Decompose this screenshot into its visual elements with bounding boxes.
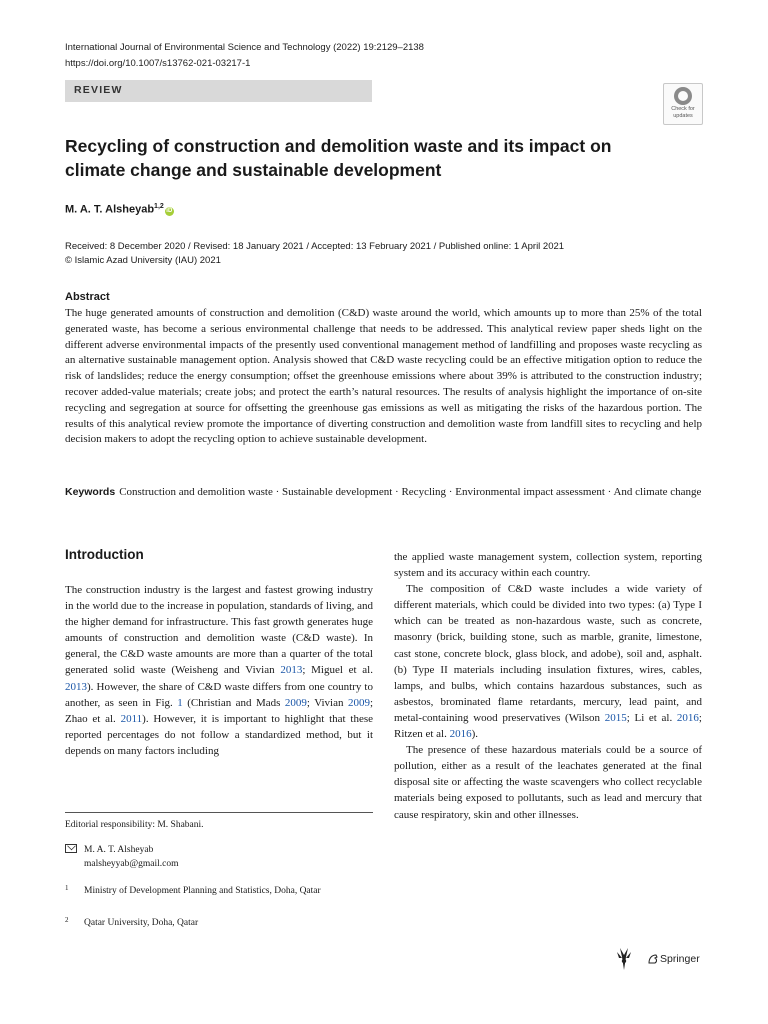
corresponding-author [65, 843, 179, 871]
citation-link[interactable]: 2011 [120, 712, 143, 725]
article-type-bar [65, 80, 372, 102]
keywords [65, 485, 702, 501]
check-for-updates-badge[interactable] [663, 83, 703, 125]
introduction-paragraph-1-continued: the applied waste management system, collection system, reporting system and its accuracy within each country. [394, 551, 702, 580]
contact-name: M. A. T. Alsheyab [84, 845, 154, 855]
affiliation-2 [65, 916, 374, 930]
right-column [394, 549, 702, 823]
introduction-paragraph-1: The construction industry is the largest and fastest growing industry in the world due to the increase in population, standards of living, and the higher demand for infrastructure. This fast growth generates huge amounts of construction and demolition waste (C&D waste). In general, the C&D waste amounts are more than a quarter of the total generated solid waste (Weisheng and Vivian 2013; Miguel et al. 2013). However, the share of C&D waste differs from one country to another, as seen in Fig. 1 (Christian and Mads 2009; Vivian 2009; Zhao et al. 2011). However, it is important to highlight that these reported percentages do not follow a standardized method, but it depends on many factors including [65, 584, 373, 757]
affiliation-text: Qatar University, Doha, Qatar [84, 918, 199, 928]
footnote-divider [65, 812, 373, 813]
publication-dates [65, 240, 564, 268]
affiliation-text: Ministry of Development Planning and Statistics, Doha, Qatar [84, 886, 321, 896]
envelope-icon [65, 844, 77, 853]
abstract-heading: Abstract [65, 291, 110, 303]
article-type-label: REVIEW [74, 84, 123, 96]
springer-horse-icon [649, 955, 657, 963]
introduction-paragraph-2: The composition of C&D waste includes a wide variety of different materials, which could be divided into two types: (a) Type I which can be treated as non-hazardous waste, such as concrete, masonry (brick, building stone, such as marble, granite, limestone, cast stone, concrete block, glass block, and adobe), soil and, asphalt. (b) Type II materials including insulation fixtures, wires, cables, lamps, and bulbs, which contains hazardous substances, such as asbestos, brominated flame retardants, mercury, lead paint, and metal-containing wood preservatives (Wilson 2015; Li et al. 2016; Ritzen et al. 2016). [394, 583, 702, 741]
affiliation-1 [65, 884, 374, 898]
introduction-heading: Introduction [65, 547, 144, 562]
author-name[interactable]: M. A. T. Alsheyab [65, 203, 155, 216]
copyright-line: © Islamic Azad University (IAU) 2021 [65, 255, 221, 266]
citation-link[interactable]: 2015 [604, 711, 627, 724]
citation-link[interactable]: 2016 [449, 728, 472, 741]
editorial-responsibility: Editorial responsibility: M. Shabani. [65, 820, 204, 830]
author-affiliation-marks: 1,2 [154, 203, 164, 210]
article-title: Recycling of construction and demolition waste and its impact on climate change and sustainable development [65, 136, 612, 180]
journal-header [65, 40, 424, 72]
keywords-list: Construction and demolition waste · Sustainable development · Recycling · Environmental impact assessment · And climate change [119, 486, 702, 498]
orcid-icon[interactable]: iD [166, 207, 173, 214]
affiliation-number: 2 [65, 916, 69, 924]
affiliation-number: 1 [65, 884, 69, 892]
citation-link[interactable]: 2013 [280, 664, 303, 677]
springer-logo [614, 946, 704, 972]
introduction-paragraph-3: The presence of these hazardous materials could be a source of pollution, either as a result of the leachates generated at the final disposal site or affecting the waste scavengers who collect recyclable materials being exposed to pollutants, such as lead and mercury that cause respiratory, skin and other illnesses. [394, 744, 702, 821]
citation-link[interactable]: 2016 [676, 711, 699, 724]
citation-link[interactable]: 2009 [347, 696, 370, 709]
author-line [65, 203, 174, 216]
figure-link[interactable]: 1 [177, 696, 183, 709]
keywords-label: Keywords [65, 486, 116, 498]
publisher-name: Springer [660, 953, 700, 965]
journal-citation: International Journal of Environmental Science and Technology (2022) 19:2129–2138 [65, 42, 424, 53]
abstract-body: The huge generated amounts of construction and demolition (C&D) waste around the world, which amounts up to more than 25% of the total generated waste, has become a serious environmental challenge that needs to be addressed. This analytical review paper sheds light on the different adverse environmental impacts of the presently used conventional management method of landfilling and proposes waste recycling as an alternative sustainable management option. Analysis showed that C&D waste recycling could be an effective mitigation option to reduce the risk of landslides; reduce the energy consumption; offset the greenhouse emissions where about 39% is attributed to the construction industry; recover added-value materials; create jobs; and protect the earth’s natural resources. The results of analysis highlight the importance of on-site recycling and segregation at source for offsetting the greenhouse gas emissions as well as mitigating the risks of the hazardous portion. The results of this analytical review promote the importance of diverting construction and demolition waste from landfill sites to recycling and help decision makers to adopt the recycling option to achieve sustainable development. [65, 307, 702, 446]
citation-link[interactable]: 2013 [65, 680, 87, 693]
history-dates: Received: 8 December 2020 / Revised: 18 January 2021 / Accepted: 13 February 2021 / Published online: 1 April 2021 [65, 241, 565, 252]
check-updates-icon [674, 87, 692, 105]
citation-link[interactable]: 2009 [284, 696, 307, 709]
doi-link[interactable]: https://doi.org/10.1007/s13762-021-03217-1 [65, 58, 251, 69]
contact-email[interactable]: malsheyyab@gmail.com [84, 859, 179, 869]
check-updates-text: Check for updates [671, 106, 695, 119]
